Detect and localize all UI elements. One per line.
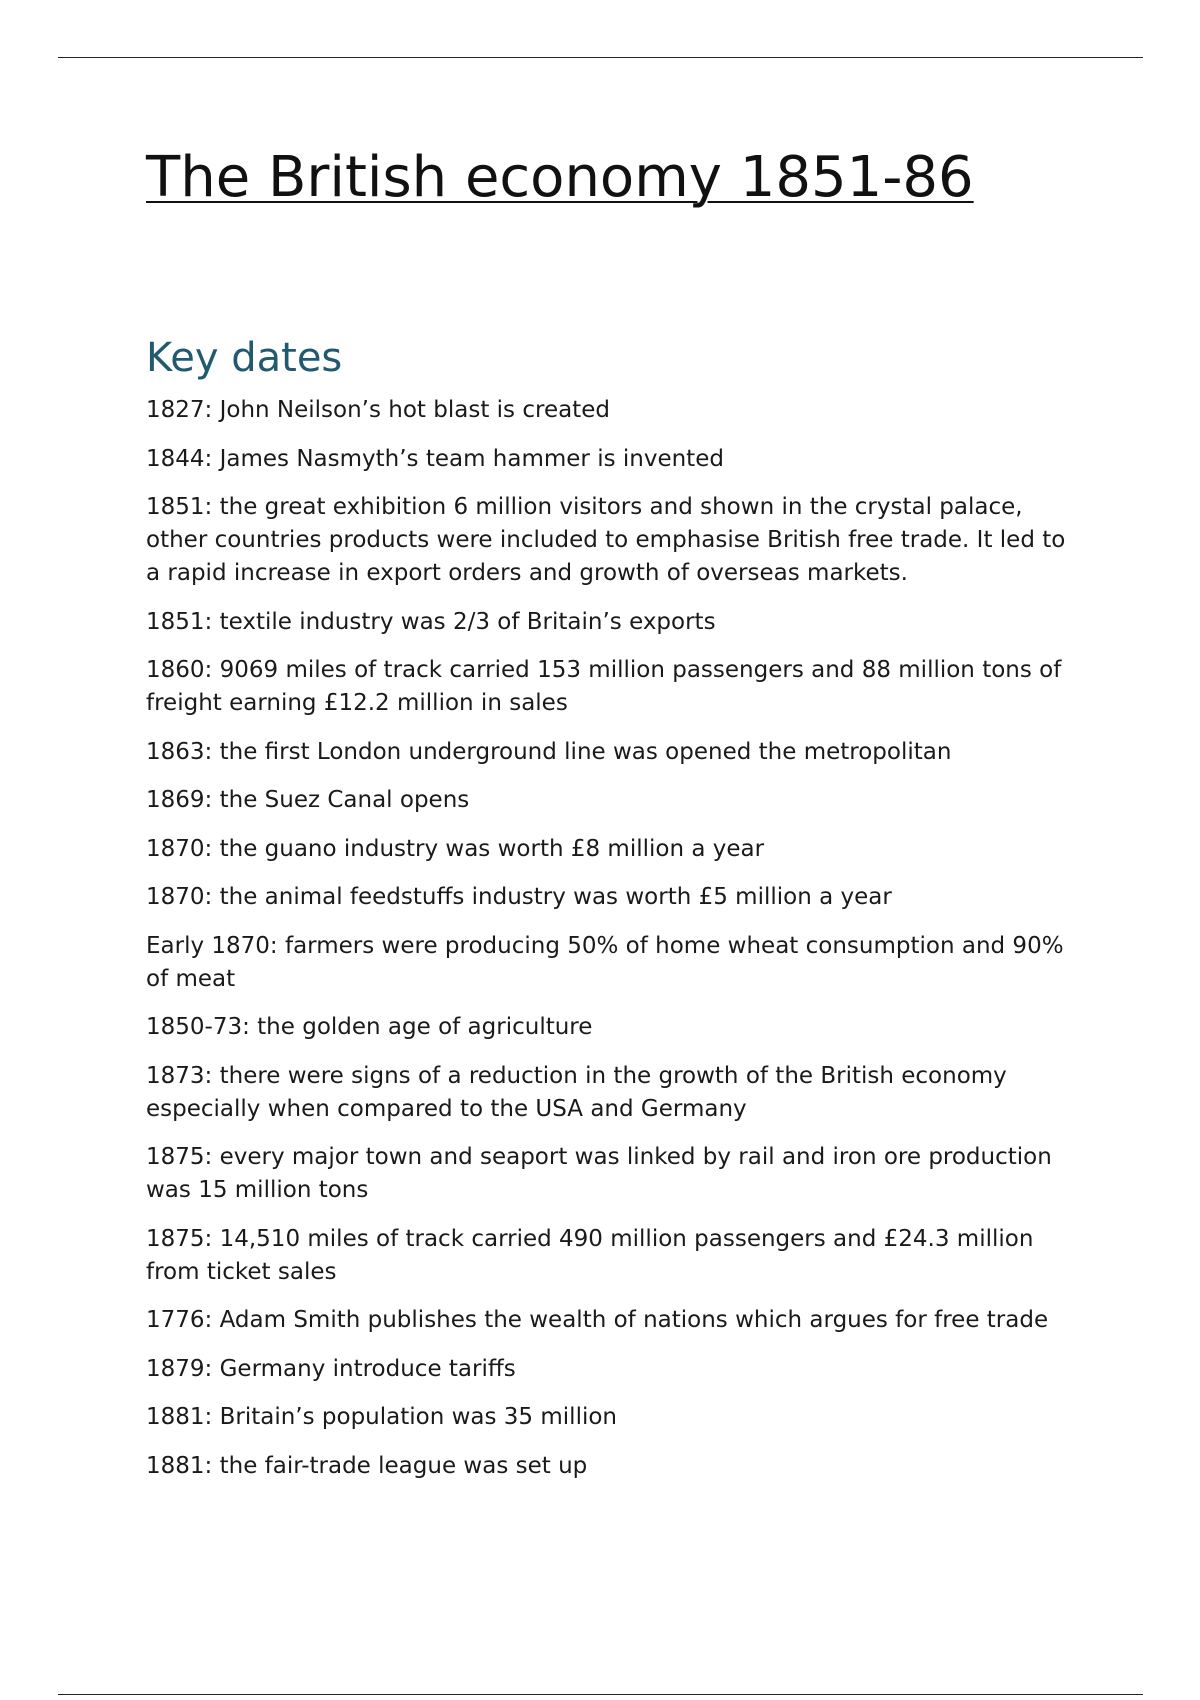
key-date-item: 1881: the fair-trade league was set up <box>146 1452 588 1479</box>
key-date-item: 1870: the guano industry was worth £8 million a year <box>146 835 765 862</box>
page-title: The British economy 1851-86 <box>146 145 974 210</box>
bottom-rule <box>58 1694 1143 1695</box>
key-date-item: 1879: Germany introduce tariffs <box>146 1355 516 1382</box>
key-date-item: 1869: the Suez Canal opens <box>146 787 470 813</box>
section-heading-key-dates: Key dates <box>146 335 343 381</box>
key-dates-list <box>146 394 1076 1483</box>
key-date-item: 1875: every major town and seaport was linked by rail and iron ore production was 15 million tons <box>146 1144 1052 1203</box>
key-date-item: 1851: the great exhibition 6 million visitors and shown in the crystal palace, other countries products were included to emphasise British free trade. It led to a rapid increase in export orders and growth of overseas markets. <box>146 494 1066 586</box>
key-date-item: 1881: Britain’s population was 35 million <box>146 1404 617 1430</box>
key-date-item: 1875: 14,510 miles of track carried 490 million passengers and £24.3 million from ticket sales <box>146 1225 1034 1285</box>
top-rule <box>58 57 1143 58</box>
key-date-item: 1844: James Nasmyth’s team hammer is invented <box>146 445 724 472</box>
key-date-item: 1860: 9069 miles of track carried 153 million passengers and 88 million tons of freight earning £12.2 million in sales <box>146 657 1062 716</box>
key-date-item: 1850-73: the golden age of agriculture <box>146 1014 593 1040</box>
key-date-item: 1827: John Neilson’s hot blast is created <box>146 397 610 423</box>
key-date-item: 1851: textile industry was 2/3 of Britain’s exports <box>146 608 716 635</box>
key-date-item: 1776: Adam Smith publishes the wealth of nations which argues for free trade <box>146 1307 1049 1333</box>
key-date-item: 1863: the first London underground line was opened the metropolitan <box>146 738 952 765</box>
key-date-item: Early 1870: farmers were producing 50% of home wheat consumption and 90% of meat <box>146 932 1064 992</box>
key-date-item: 1870: the animal feedstuffs industry was worth £5 million a year <box>146 884 892 910</box>
document-body <box>146 142 1076 1498</box>
key-date-item: 1873: there were signs of a reduction in the growth of the British economy especially when compared to the USA and Germany <box>146 1062 1007 1122</box>
